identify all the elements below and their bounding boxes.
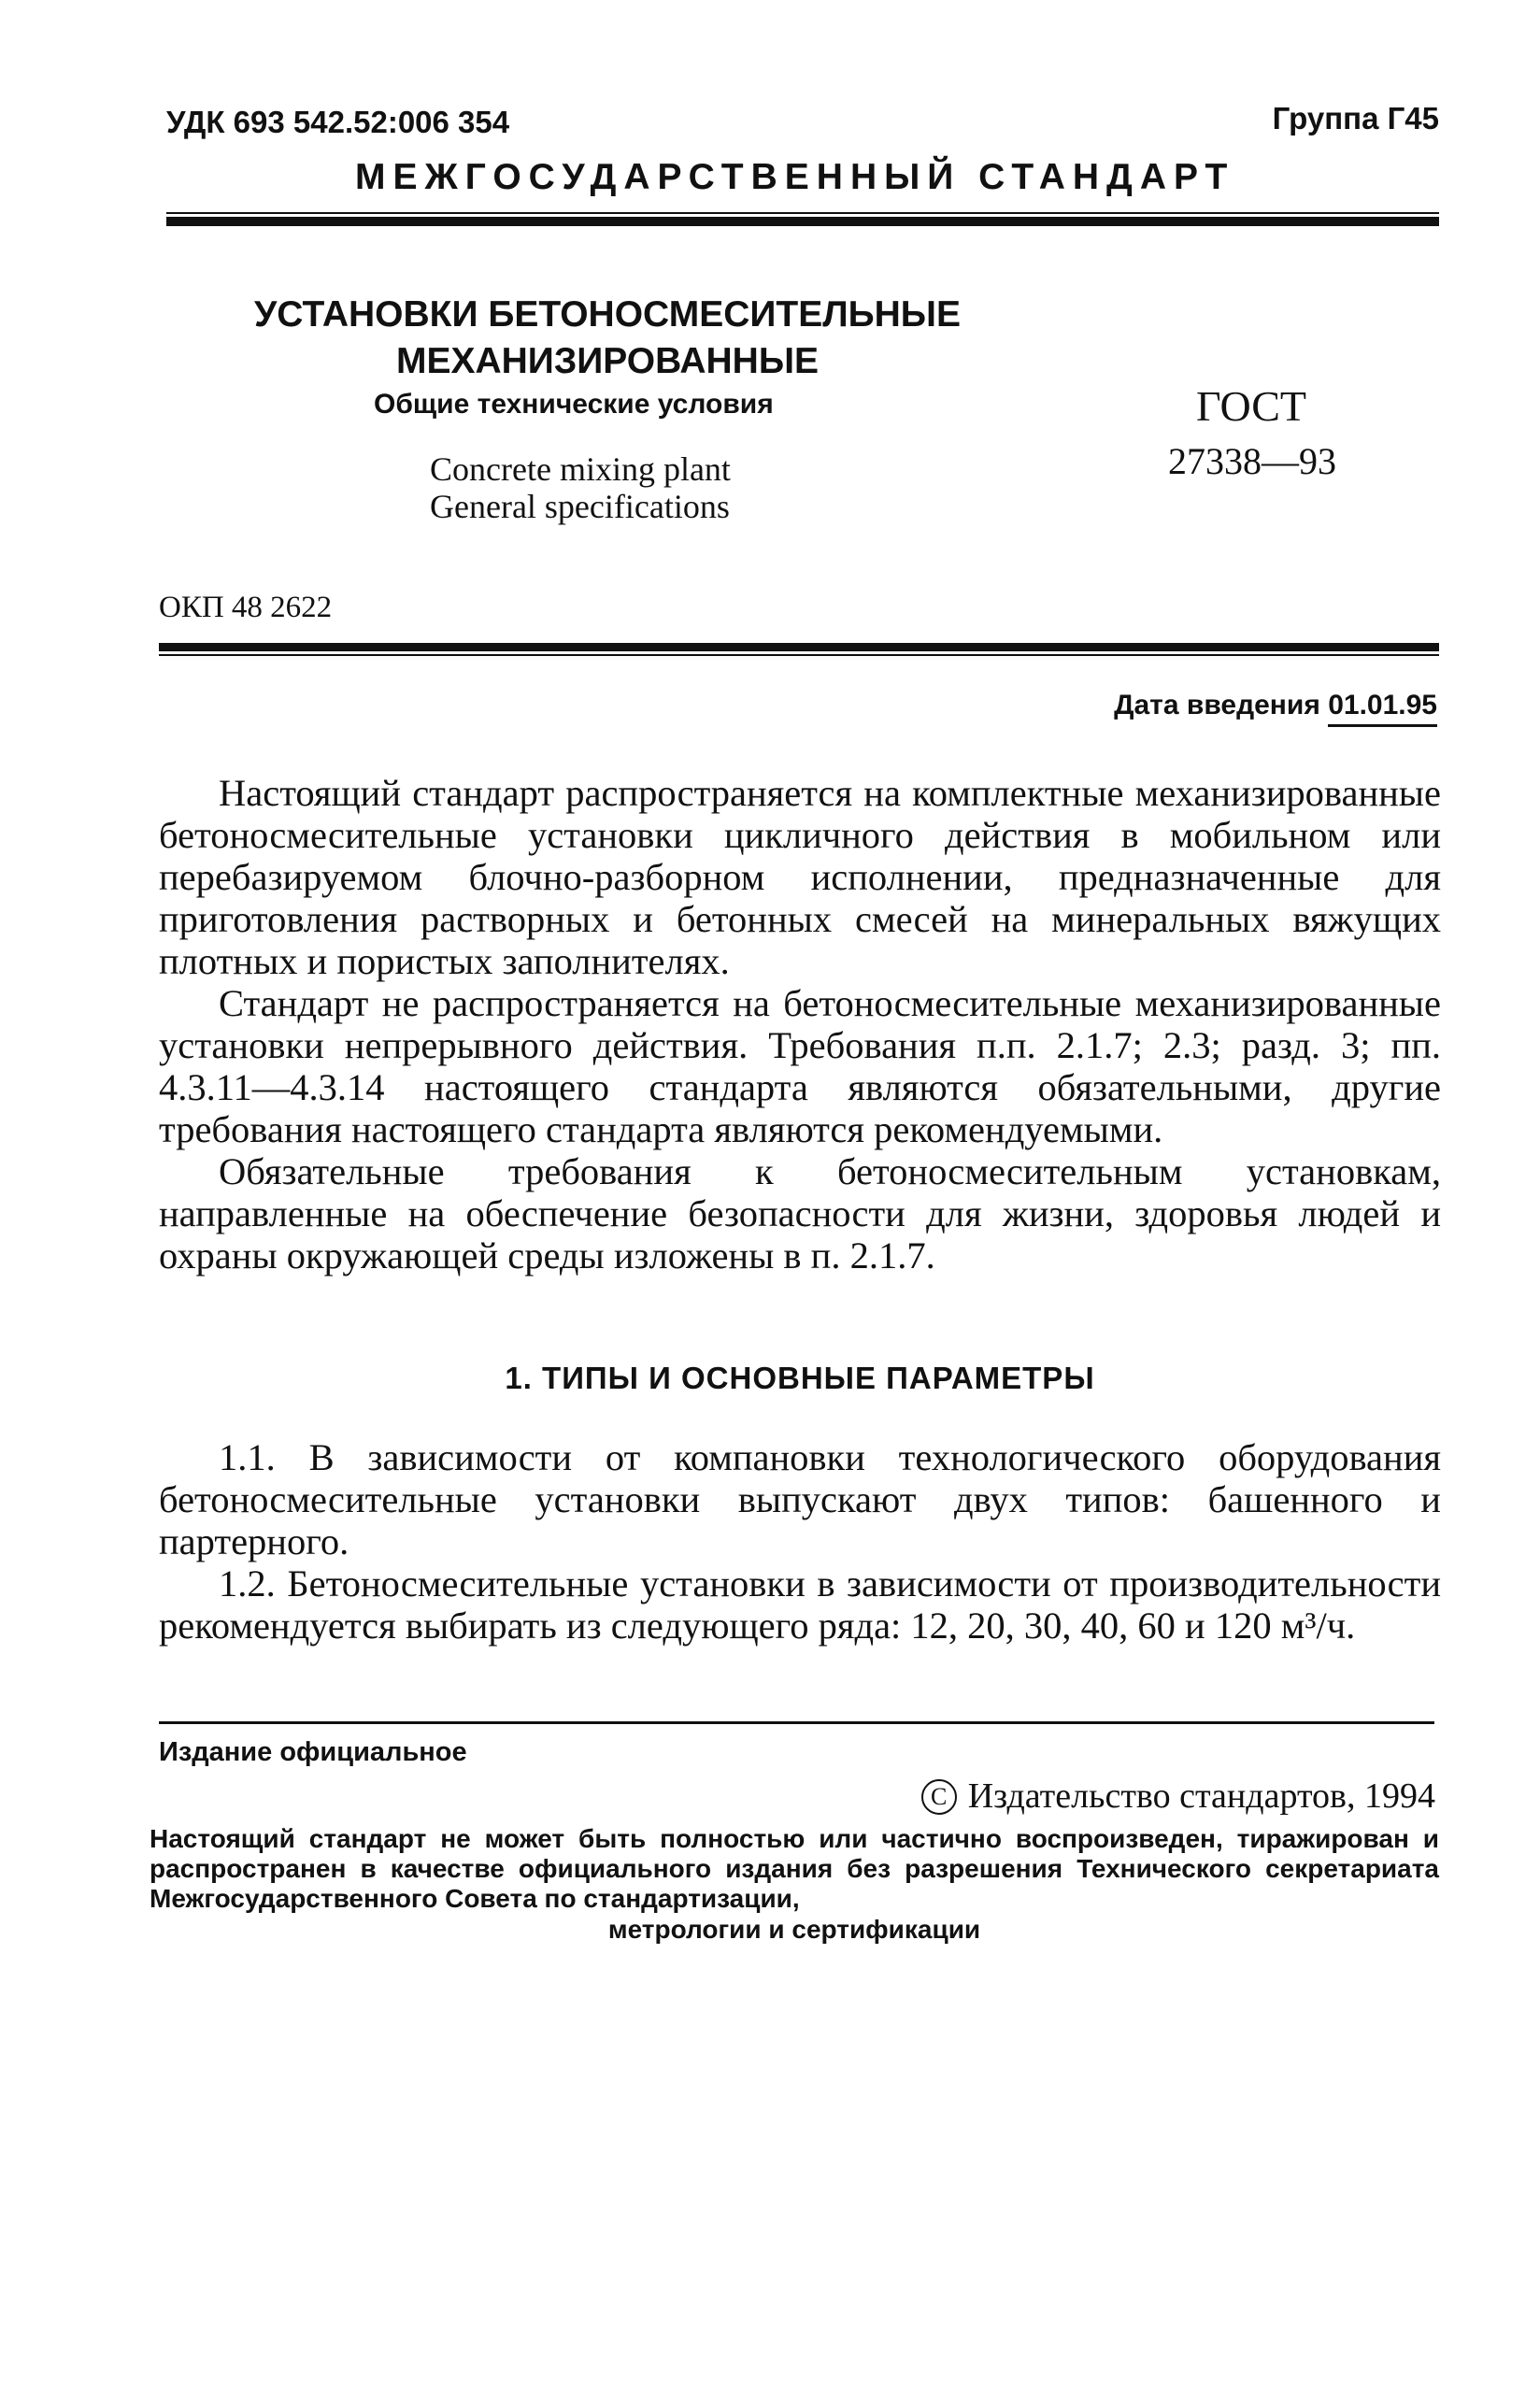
document-subtitle: Общие технические условия [374,389,774,420]
introduction-date-value: 01.01.95 [1328,690,1437,727]
paragraph: Стандарт не распространяется на бетоносмесительные механизированные установки непрерывного действия. Требования п.п. 2.1.7; 2.3; разд. 3; пп. 4.3.11—4.3.14 настоящего стандарта являются обязательными, другие требования настоящего стандарта являются рекомендуемыми. [159,982,1441,1150]
reproduction-notice: Настоящий стандарт не может быть полностью или частично воспроизведен, тиражирован и распространен в качестве официального издания без разрешения Технического секретариата Межгосударственного Совета по стандартизации, [150,1824,1439,1913]
gost-number: 27338—93 [1168,440,1336,482]
english-title-line-1: Concrete mixing plant [430,450,731,488]
paragraph: Настоящий стандарт распространяется на комплектные механизированные бетоносмесительные установки цикличного действия в мобильном или перебазируемом блочно-разборном исполнении, предназначенные для приготовления растворных и бетонных смесей на минеральных вяжущих плотных и пористых заполнителях. [159,772,1441,982]
scope-text [159,772,1441,1277]
divider-rule-thin [159,654,1439,656]
gost-label: ГОСТ [1196,382,1307,430]
title-line-2: МЕХАНИЗИРОВАННЫЕ [395,341,820,381]
clause-1-1: 1.1. В зависимости от компановки технологического оборудования бетоносмесительные установки выпускают двух типов: башенного и партерного. [159,1436,1441,1562]
paragraph: Обязательные требования к бетоносмесительным установкам, направленные на обеспечение безопасности для жизни, здоровья людей и охраны окружающей среды изложены в п. 2.1.7. [159,1150,1441,1277]
english-title [430,450,731,525]
header-rule [166,217,1439,226]
okp-code: ОКП 48 2622 [159,591,333,624]
copyright-line [921,1776,1435,1817]
introduction-date-label: Дата введения [1114,690,1320,720]
official-edition-label: Издание официальное [159,1737,467,1767]
divider-rule [159,643,1439,651]
header-rule-thin [166,212,1439,214]
title-line-1: УСТАНОВКИ БЕТОНОСМЕСИТЕЛЬНЫЕ [254,294,961,335]
clause-1-2: 1.2. Бетоносмесительные установки в зависимости от производительности рекомендуется выбирать из следующего ряда: 12, 20, 30, 40, 60 и 120 м³/ч. [159,1562,1441,1647]
copyright-icon: C [921,1779,957,1815]
udk-code: УДК 693 542.52:006 354 [166,105,510,139]
reproduction-notice-end: метрологии и сертификации [607,1915,981,1944]
footer-rule [159,1721,1434,1724]
english-title-line-2: General specifications [430,488,730,525]
group-code: Группа Г45 [1272,101,1439,136]
copyright-text: Издательство стандартов, 1994 [967,1776,1435,1816]
section-1-text [159,1436,1441,1647]
section-heading: 1. ТИПЫ И ОСНОВНЫЕ ПАРАМЕТРЫ [505,1361,1095,1395]
document-title [187,292,1028,385]
interstate-standard-heading: МЕЖГОСУДАРСТВЕННЫЙ СТАНДАРТ [355,157,1235,197]
introduction-date [1114,690,1437,721]
